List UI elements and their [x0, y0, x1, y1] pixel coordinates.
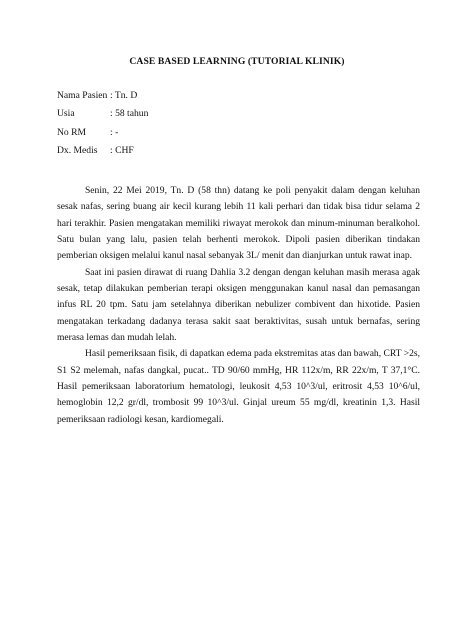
case-paragraph-examination: Hasil pemeriksaan fisik, di dapatkan edema pada ekstremitas atas dan bawah, CRT >2s, S1 S2 melemah, nafas dangkal, pucat.. TD 90/60 mmHg, HR 112x/m, RR 22x/m, T 37,1°C. Hasil pemeriksaan laboratorium hematologi, leukosit 4,53 10^3/ul, eritrosit 4,53 10^6/ul, hemoglobin 12,2 gr/dl, trombosit 99 10^3/ul. Ginjal ureum 55 mg/dl, kreatinin 1,3. Hasil pemeriksaan radiologi kesan, kardiomegali.	[57, 348, 420, 425]
patient-name-label: Nama Pasien	[57, 90, 108, 101]
medical-diagnosis-value: : CHF	[110, 144, 134, 156]
case-narrative	[57, 183, 420, 428]
document-title: CASE BASED LEARNING (TUTORIAL KLINIK)	[129, 56, 345, 67]
patient-name-value: : Tn. D	[110, 90, 138, 101]
medical-record-label: No RM	[57, 126, 87, 138]
patient-age-value: : 58 tahun	[110, 108, 149, 120]
medical-diagnosis-label: Dx. Medis	[57, 144, 98, 156]
medical-record-value: : -	[110, 126, 119, 138]
case-paragraph-inpatient: Saat ini pasien dirawat di ruang Dahlia 3.2 dengan dengan keluhan masih merasa agak sesak, tetap dilakukan pemberian terapi oksigen menggunakan kanul nasal dan pemasangan infus RL 20 tpm. Satu jam setelahnya diberikan nebulizer combivent dan hixotide. Pasien mengatakan terkadang dadanya terasa sakit saat beraktivitas, susah untuk bernafas, sering merasa lemas dan mudah lelah.	[57, 266, 420, 344]
case-paragraph-admission: Senin, 22 Mei 2019, Tn. D (58 thn) datang ke poli penyakit dalam dengan keluhan sesak nafas, sering buang air kecil kurang lebih 11 kali perhari dan tidak bisa tidur selama 2 hari terakhir. Pasien mengatakan memiliki riwayat merokok dan minum-minuman beralkohol. Satu bulan yang lalu, pasien telah berhenti merokok. Dipoli pasien diberikan tindakan pemberian oksigen melalui kanul nasal sebanyak 3L/ menit dan dianjurkan untuk rawat inap.	[57, 185, 420, 262]
patient-age-label: Usia	[57, 108, 75, 120]
